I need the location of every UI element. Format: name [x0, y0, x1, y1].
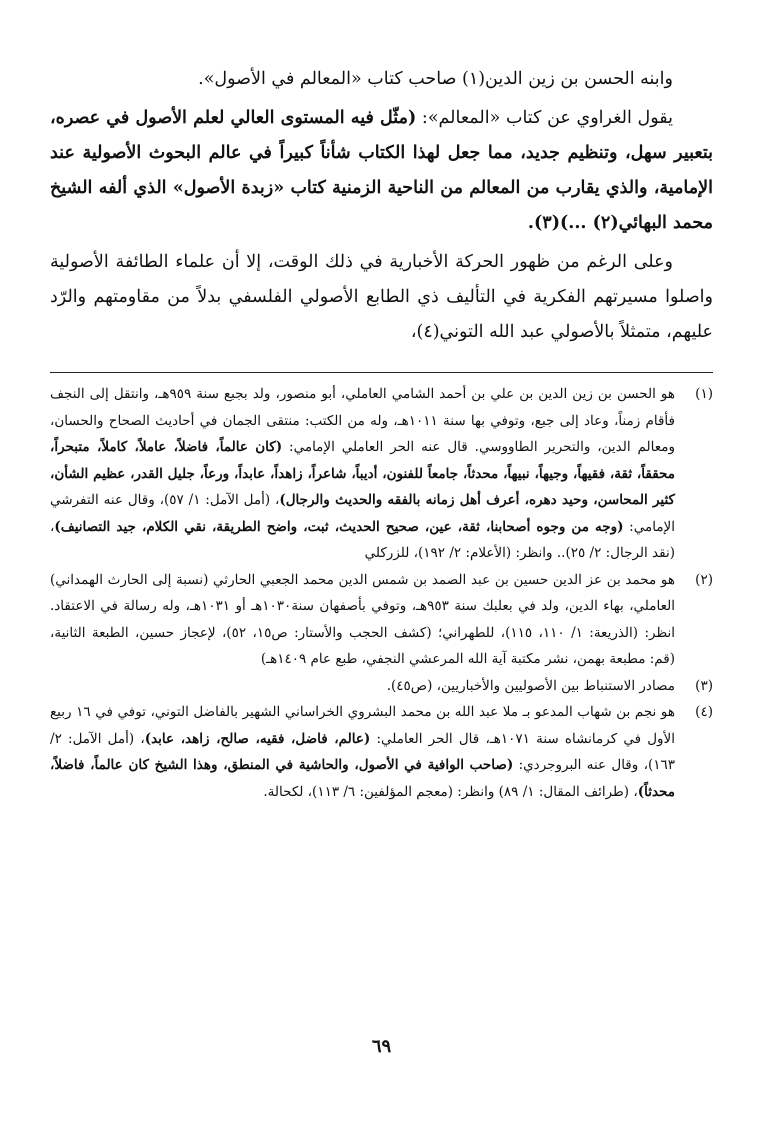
footnote-1-quote-b: (وجه من وجوه أصحابنا، ثقة، عين، صحيح الحديث، ثبت، واضح الطريقة، نقي الكلام، جيد التصانيف) [54, 518, 624, 535]
main-text [50, 62, 713, 350]
page-number: ٦٩ [371, 1036, 392, 1057]
footnote-1 [50, 381, 713, 567]
footnote-4-quote-a: (عالم، فاضل، فقيه، صالح، زاهد، عابد) [144, 730, 371, 747]
footnote-4-text-c: ، (أمل الآمل: ٢/ ١٦٣)، وقال عنه البروجردي: [50, 730, 675, 773]
footnote-1-quote-a: (كان عالماً، فاضلاً، عاملاً، كاملاً، متبحراً، محققاً، ثقة، فقيهاً، وجيهاً، نبيهاً، محدثاً، جامعاً للفنون، أديباً، شاعراً، زاهداً، عابداً، ورعاً، جليل القدر، عظيم الشأن، كثير المحاسن، وحيد دهره، أعرف أهل زمانه بالفقه والحديث والرجال) [50, 439, 675, 508]
footnote-number: (٤) [695, 704, 713, 720]
footnote-number: (١) [695, 386, 713, 402]
footnote-1-text-e: ، (نقد الرجال: ٢/ ٢٥).. وانظر: (الأعلام: ٢/ ١٩٢)، للزركلي [50, 518, 675, 561]
footnote-4-quote-b: (صاحب الوافية في الأصول، والحاشية في المنطق، وهذا الشيخ كان عالماً، فاضلاً، محدثاً) [50, 757, 675, 800]
footnote-number: (٢) [695, 571, 713, 588]
book-page [50, 62, 713, 805]
main-paragraph-1: وابنه الحسن بن زين الدين(١) صاحب كتاب «المعالم في الأصول». [198, 69, 673, 89]
footnote-1-text-c: ، (أمل الآمل: ١/ ٥٧)، وقال عنه التفرشي الإمامي: [50, 492, 675, 535]
footnote-3 [50, 673, 713, 700]
footnote-4-text-e: ، (طرائف المقال: ١/ ٨٩) وانظر: (معجم المؤلفين: ٦/ ١١٣)، لكحالة. [263, 783, 638, 800]
footnote-text: مصادر الاستنباط بين الأصوليين والأخباريين، (ص٤٥). [386, 677, 675, 694]
main-paragraph-3: وعلى الرغم من ظهور الحركة الأخبارية في ذلك الوقت، إلا أن علماء الطائفة الأصولية واصلوا مسيرتهم الفكرية في التأليف ذي الطابع الأصولي الفلسفي بدلاً من مقاومتهم والرّد عليهم، متمثلاً بالأصولي عبد الله التوني(٤)، [50, 252, 713, 342]
footnote-1-text-a: هو الحسن بن زين الدين بن علي بن أحمد الشامي العاملي، أبو منصور، ولد بجبع سنة ٩٥٩هـ، وانتقل إلى النجف فأقام زمناً، وعاد إلى جبع، وتوفي بها سنة ١٠١١هـ، وله من الكتب: منتقى الجمان في أحاديث الصحاح والحسان، ومعالم الدين، والتحرير الطاووسي. قال عنه الحر العاملي الإمامي: [50, 386, 675, 455]
footnote-2 [50, 567, 713, 673]
footnote-4-text-a: هو نجم بن شهاب المدعو بـ ملا عبد الله بن محمد البشروي الخراساني الشهير بالفاضل التوني، توفي في ١٦ ربيع الأول في كرمانشاه سنة ١٠٧١هـ، قال الحر العاملي: [50, 704, 675, 747]
footnote-text: هو محمد بن عز الدين حسين بن عبد الصمد بن شمس الدين محمد الجعبي الحارثي (نسبة إلى الحارث الهمداني) العاملي، بهاء الدين، ولد في بعلبك سنة ٩٥٣هـ، وتوفي بأصفهان سنة١٠٣٠هـ أو ١٠٣١هـ، وله رسالة في الاعتقاد. انظر: (الذريعة: ١/ ١١٠، ١١٥)، للطهراني؛ (كشف الحجب والأستار: ص١٥، ٥٢)، لإعجاز حسين، الطبعة الثانية، (قم: مطبعة بهمن، نشر مكتبة آية الله المرعشي النجفي، طبع عام ١٤٠٩هـ) [50, 571, 676, 667]
footnotes [50, 381, 713, 805]
footnote-4 [50, 699, 713, 805]
footnote-number: (٣) [695, 677, 713, 694]
paragraph-2-quote: (مثّل فيه المستوى العالي لعلم الأصول في عصره، بتعبير سهل، وتنظيم جديد، مما جعل لهذا الكتاب شأناً كبيراً في عالم البحوث الأصولية عند الإمامية، والذي يقارب من المعالم من الناحية الزمنية كتاب «زبدة الأصول» الذي ألفه الشيخ محمد البهائي(٢) ...)(٣). [50, 108, 713, 233]
footnote-divider [50, 372, 713, 373]
paragraph-2-lead: يقول الغراوي عن كتاب «المعالم»: [416, 108, 673, 128]
footnote-text [50, 699, 675, 805]
footnote-text [50, 381, 675, 567]
main-paragraph-2 [50, 101, 713, 241]
